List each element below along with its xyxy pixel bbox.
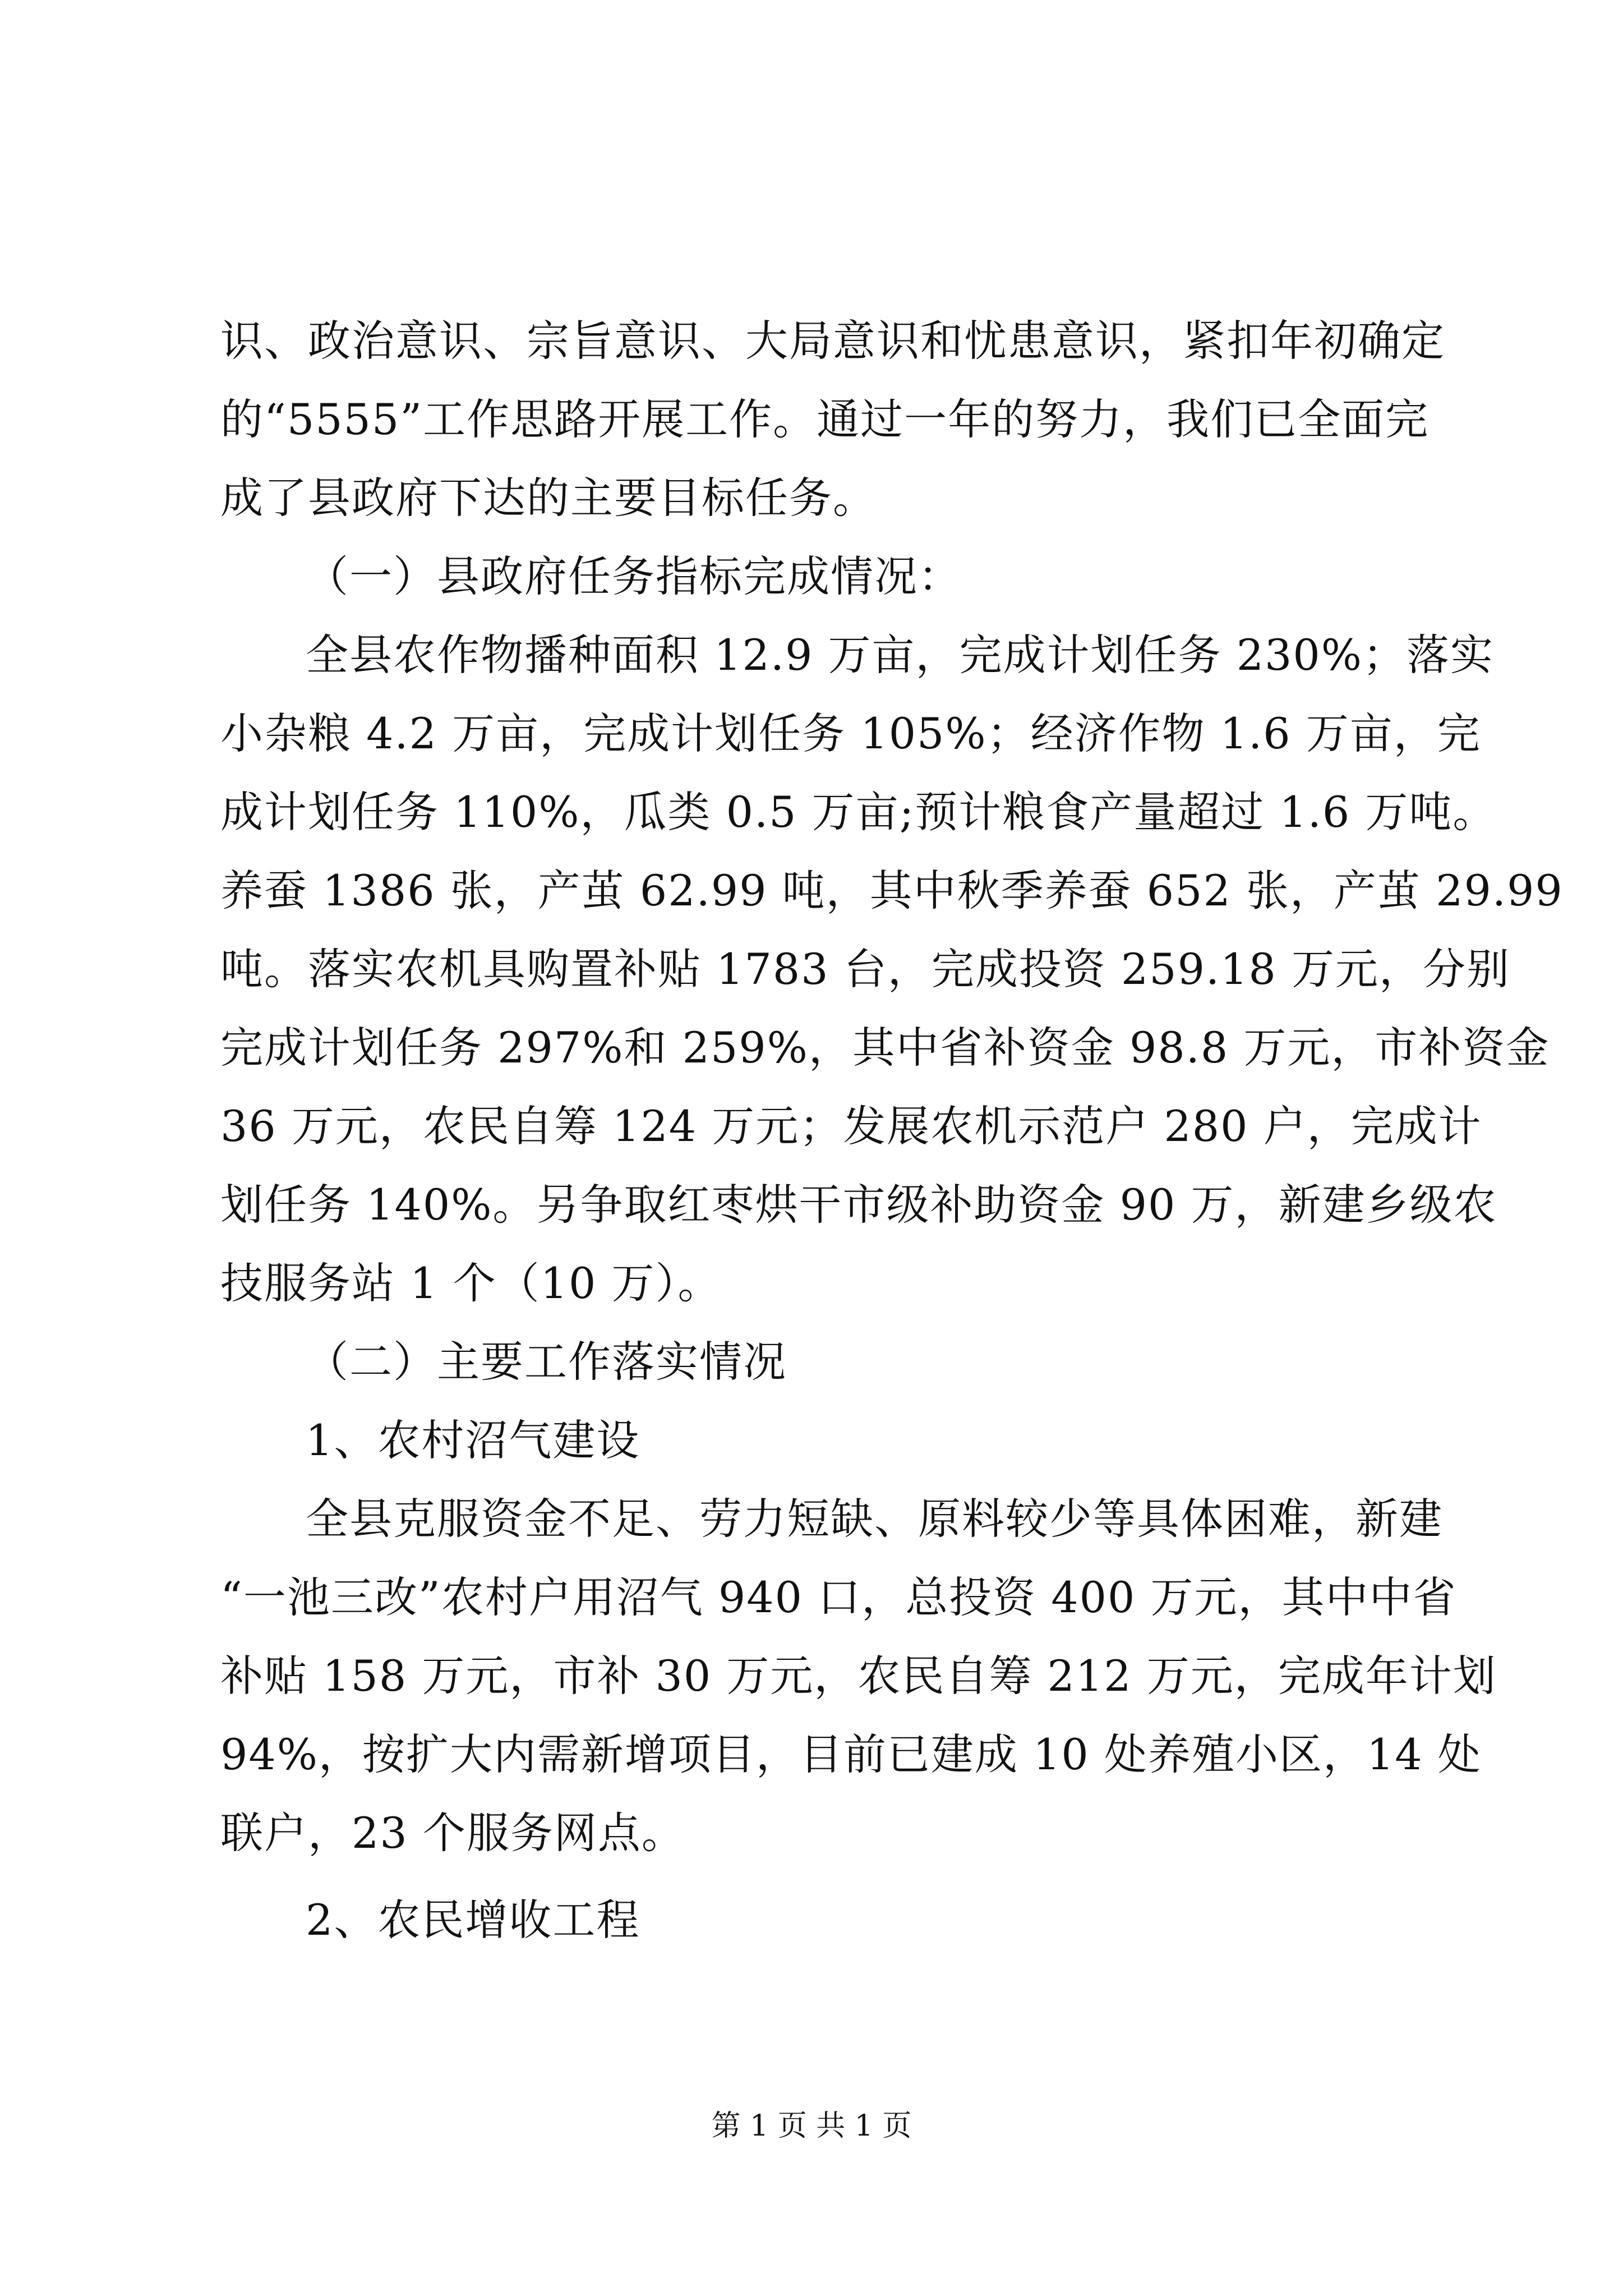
paragraph-line: 吨。落实农机具购置补贴 1783 台，完成投资 259.18 万元，分别 [220,944,1510,994]
paragraph-line: 全县农作物播种面积 12.9 万亩，完成计划任务 230%；落实 [306,630,1494,680]
paragraph-line: 全县克服资金不足、劳力短缺、原料较少等具体困难，新建 [306,1494,1443,1544]
section-heading: （二）主要工作落实情况 [306,1337,787,1387]
paragraph-line: 划任务 140%。另争取红枣烘干市级补助资金 90 万，新建乡级农 [220,1180,1497,1230]
subsection-heading: 2、农民增收工程 [306,1895,640,1945]
subsection-heading: 1、农村沼气建设 [306,1415,640,1465]
paragraph-line: 36 万元，农民自筹 124 万元；发展农机示范户 280 户，完成计 [220,1101,1482,1151]
section-heading: （一）县政府任务指标完成情况： [306,551,962,601]
paragraph-line: 的“5555”工作思路开展工作。通过一年的努力，我们已全面完 [220,394,1430,444]
paragraph-line: 完成计划任务 297%和 259%，其中省补资金 98.8 万元，市补资金 [220,1023,1550,1073]
paragraph-line: 养蚕 1386 张，产茧 62.99 吨，其中秋季养蚕 652 张，产茧 29.99 [220,866,1564,915]
paragraph-line: 小杂粮 4.2 万亩，完成计划任务 105%；经济作物 1.6 万亩，完 [220,708,1481,758]
paragraph-line: 技服务站 1 个（10 万）。 [220,1258,722,1308]
paragraph-line: 补贴 158 万元，市补 30 万元，农民自筹 212 万元，完成年计划 [220,1651,1497,1701]
page-footer: 第 1 页 共 1 页 [711,2109,912,2143]
paragraph-line: 成计划任务 110%，瓜类 0.5 万亩;预计粮食产量超过 1.6 万吨。 [220,787,1497,837]
paragraph-line: 识、政治意识、宗旨意识、大局意识和忧患意识，紧扣年初确定 [220,316,1445,366]
paragraph-line: 成了县政府下达的主要目标任务。 [220,473,877,523]
paragraph-line: 联户，23 个服务网点。 [220,1808,685,1858]
paragraph-line: 94%，按扩大内需新增项目，目前已建成 10 处养殖小区，14 处 [220,1729,1482,1779]
paragraph-line: “一池三改”农村户用沼气 940 口，总投资 400 万元，其中中省 [220,1572,1457,1622]
